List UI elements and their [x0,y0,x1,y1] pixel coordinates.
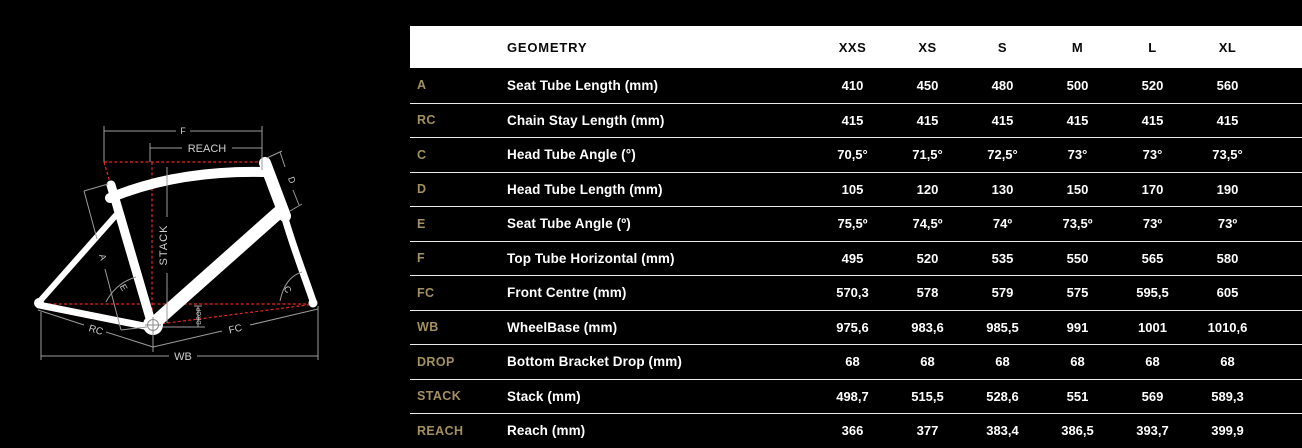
row-value-xxs: 415 [841,112,864,128]
row-value-xxs: 975,6 [836,319,869,335]
header-code-spacer [410,26,500,68]
row-value-xs: 415 [916,112,939,128]
row-code: F [417,251,426,266]
row-value-m: 68 [1070,354,1085,370]
row-label: Seat Tube Length (mm) [507,77,659,93]
row-value-l: 595,5 [1136,285,1169,301]
row-value-l: 520 [1141,77,1164,93]
row-value-l: 393,7 [1136,423,1169,439]
label-wb: WB [174,351,192,363]
row-value-xl: 415 [1216,112,1239,128]
row-value-xl: 589,3 [1211,388,1244,404]
bike-frame [34,163,318,335]
row-value-xl: 399,9 [1211,423,1244,439]
row-label: Front Centre (mm) [507,285,627,301]
row-value-xs: 520 [916,250,939,266]
table-row [410,413,1302,448]
row-label: Stack (mm) [507,388,581,404]
table-row [410,172,1302,207]
row-value-xs: 68 [920,354,935,370]
label-c: C [281,284,294,295]
row-label: Bottom Bracket Drop (mm) [507,354,682,370]
row-value-xs: 71,5° [912,147,943,163]
row-code: DROP [417,354,455,369]
table-row [410,310,1302,345]
label-d: D [286,175,298,185]
row-value-xxs: 75,5º [837,216,868,232]
row-value-s: 480 [991,77,1014,93]
row-value-l: 68 [1145,354,1160,370]
row-code: A [417,78,427,93]
size-header-m: M [1071,39,1084,55]
row-value-l: 569 [1141,388,1164,404]
row-value-m: 386,5 [1061,423,1094,439]
table-row [410,344,1302,379]
row-value-xl: 1010,6 [1207,319,1248,335]
table-row [410,241,1302,276]
row-code: E [417,216,426,231]
row-value-m: 150 [1066,181,1089,197]
row-value-m: 991 [1066,319,1089,335]
row-value-xl: 73,5° [1212,147,1243,163]
row-label: Seat Tube Angle (º) [507,216,631,232]
frame-geometry-diagram [0,0,410,448]
table-row [410,206,1302,241]
row-code: D [417,182,427,197]
row-value-s: 535 [991,250,1014,266]
row-value-l: 170 [1141,181,1164,197]
row-value-xs: 120 [916,181,939,197]
row-value-xxs: 498,7 [836,388,869,404]
table-header-row [410,26,1302,68]
row-value-xxs: 105 [841,181,864,197]
geometry-table [410,26,1302,448]
row-value-s: 415 [991,112,1014,128]
table-row [410,379,1302,414]
size-header-xs: XS [918,39,937,55]
row-value-l: 565 [1141,250,1164,266]
row-value-xl: 560 [1216,77,1239,93]
frame-diagram-svg [0,0,410,448]
row-value-xl: 605 [1216,285,1239,301]
row-value-m: 500 [1066,77,1089,93]
row-value-s: 72,5° [987,147,1018,163]
row-value-xxs: 366 [841,423,864,439]
row-value-s: 68 [995,354,1010,370]
row-label: Head Tube Angle (°) [507,147,636,163]
down-tube [152,213,278,325]
size-header-xl: XL [1218,39,1237,55]
row-value-xxs: 495 [841,250,864,266]
row-code: REACH [417,423,464,438]
table-body [410,68,1302,448]
row-label: Head Tube Length (mm) [507,181,663,197]
row-value-l: 73° [1142,147,1163,163]
d-tick-bottom [290,204,302,211]
row-label: Top Tube Horizontal (mm) [507,250,675,266]
row-value-s: 74º [992,216,1013,232]
row-label: Chain Stay Length (mm) [507,112,665,128]
row-value-xxs: 410 [841,77,864,93]
row-value-m: 415 [1066,112,1089,128]
table-row [410,275,1302,310]
row-value-xxs: 570,3 [836,285,869,301]
front-dropout [309,299,318,308]
a-tick-top [84,184,108,191]
label-reach: REACH [187,143,227,155]
table-row [410,68,1302,103]
label-fc: FC [227,322,244,337]
label-drop: DROP [197,307,203,325]
row-value-xs: 74,5º [912,216,943,232]
row-value-xs: 515,5 [911,388,944,404]
row-value-m: 73° [1067,147,1088,163]
row-value-m: 575 [1066,285,1089,301]
row-value-l: 415 [1141,112,1164,128]
row-label: WheelBase (mm) [507,319,618,335]
row-code: STACK [417,389,462,404]
row-code: WB [417,320,439,335]
row-value-m: 551 [1066,388,1089,404]
row-value-xs: 578 [916,285,939,301]
row-value-s: 579 [991,285,1014,301]
size-header-l: L [1148,39,1157,55]
label-rc: RC [87,323,105,338]
row-value-xxs: 70,5° [837,147,868,163]
row-value-l: 73º [1142,216,1163,232]
d-tick-top [267,151,282,158]
label-stack: STACK [158,224,170,266]
row-code: RC [417,113,436,128]
row-value-xl: 68 [1220,354,1235,370]
label-a: A [97,252,109,262]
row-value-m: 73,5º [1062,216,1093,232]
dimension-lines [38,126,318,360]
rear-dropout [34,298,44,308]
row-value-l: 1001 [1138,319,1167,335]
row-value-xl: 580 [1216,250,1239,266]
row-value-s: 130 [991,181,1014,197]
table-title: GEOMETRY [507,39,588,55]
row-value-s: 528,6 [986,388,1019,404]
table-row [410,103,1302,138]
row-label: Reach (mm) [507,423,586,439]
row-value-xs: 377 [916,423,939,439]
row-value-xs: 450 [916,77,939,93]
label-f: F [180,126,186,136]
label-e: E [117,282,130,293]
row-code: FC [417,285,435,300]
row-value-xl: 73º [1217,216,1238,232]
size-header-s: S [997,39,1008,55]
row-value-xs: 983,6 [911,319,944,335]
row-code: C [417,147,427,162]
row-value-m: 550 [1066,250,1089,266]
row-value-xl: 190 [1216,181,1239,197]
top-tube [110,172,264,198]
row-value-xxs: 68 [845,354,860,370]
table-row [410,137,1302,172]
row-value-s: 985,5 [986,319,1019,335]
size-header-xxs: XXS [838,39,867,55]
row-value-s: 383,4 [986,423,1019,439]
